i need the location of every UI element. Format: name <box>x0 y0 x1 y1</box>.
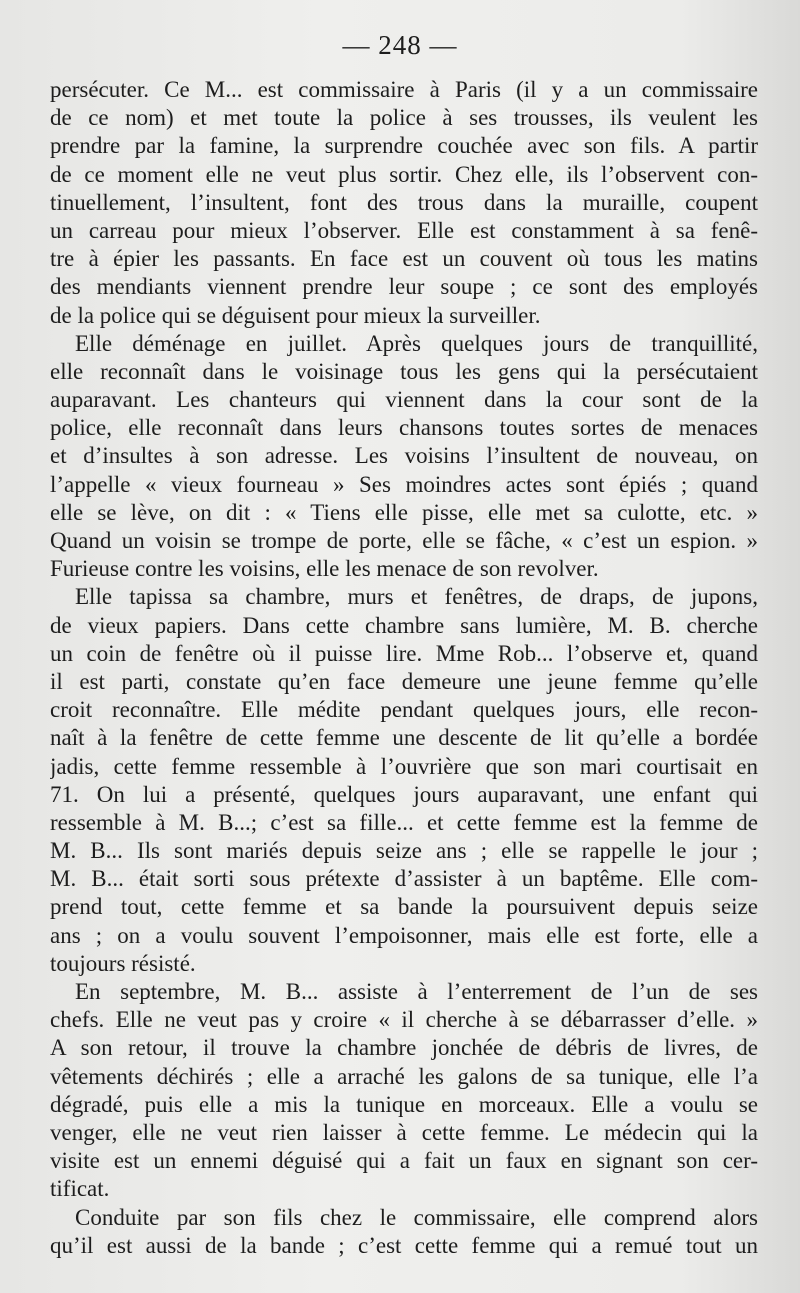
text-line: tre à épier les passants. En face est un couvent où tous les matins <box>50 246 758 272</box>
text-line: naît à la fenêtre de cette femme une descente de lit qu’elle a bordée <box>50 725 758 751</box>
text-line: des mendiants viennent prendre leur soupe ; ce sont des employés <box>50 274 758 300</box>
text-line: croit reconnaître. Elle médite pendant quelques jours, elle recon- <box>50 697 758 723</box>
text-line: police, elle reconnaît dans leurs chansons toutes sortes de menaces <box>50 415 758 441</box>
text-line: toujours résisté. <box>50 950 196 976</box>
text-line: un coin de fenêtre où il puisse lire. Mme Rob... l’observe et, quand <box>50 640 758 666</box>
text-line: venger, elle ne veut rien laisser à cette femme. Le médecin qui la <box>50 1119 758 1145</box>
page-number: — 248 — <box>342 30 458 60</box>
text-line: A son retour, il trouve la chambre jonchée de débris de livres, de <box>50 1035 758 1061</box>
text-line: et d’insultes à son adresse. Les voisins l’insultent de nouveau, on <box>50 443 758 469</box>
text-line: un carreau pour mieux l’observer. Elle est constamment à sa fenê- <box>50 217 758 243</box>
text-line: visite est un ennemi déguisé qui a fait un faux en signant son cer- <box>50 1148 758 1174</box>
text-line: Conduite par son fils chez le commissaire, elle comprend alors <box>75 1204 758 1230</box>
text-line: prendre par la famine, la surprendre couchée avec son fils. A partir <box>50 133 758 159</box>
text-line: tinuellement, l’insultent, font des trous dans la muraille, coupent <box>50 189 758 215</box>
text-line: chefs. Elle ne veut pas y croire « il cherche à se débarrasser d’elle. » <box>50 1007 758 1033</box>
text-line: Furieuse contre les voisins, elle les menace de son revolver. <box>50 556 599 582</box>
text-line: de la police qui se déguisent pour mieux la surveiller. <box>50 302 541 328</box>
text-line: de ce moment elle ne veut plus sortir. Chez elle, ils l’observent con- <box>50 161 758 187</box>
text-line: auparavant. Les chanteurs qui viennent dans la cour sont de la <box>50 387 758 413</box>
text-line: dégradé, puis elle a mis la tunique en morceaux. Elle a voulu se <box>50 1091 758 1117</box>
text-line: 71. On lui a présenté, quelques jours auparavant, une enfant qui <box>50 781 758 807</box>
text-line: Quand un voisin se trompe de porte, elle se fâche, « c’est un espion. » <box>50 528 758 553</box>
text-line: de ce nom) et met toute la police à ses trousses, ils veulent les <box>50 105 758 131</box>
text-line: elle reconnaît dans le voisinage tous les gens qui la persécutaient <box>50 358 758 384</box>
text-line: ans ; on a voulu souvent l’empoisonner, mais elle est forte, elle a <box>50 922 758 948</box>
text-line: ressemble à M. B...; c’est sa fille... et cette femme est la femme de <box>50 809 758 835</box>
text-line: qu’il est aussi de la bande ; c’est cette femme qui a remué tout un <box>50 1232 758 1258</box>
text-line: tificat. <box>50 1176 110 1202</box>
text-line: M. B... Ils sont mariés depuis seize ans ; elle se rappelle le jour ; <box>50 838 758 864</box>
text-line: Elle tapissa sa chambre, murs et fenêtres, de draps, de jupons, <box>75 584 758 610</box>
text-line: En septembre, M. B... assiste à l’enterrement de l’un de ses <box>75 979 758 1004</box>
text-line: il est parti, constate qu’en face demeure une jeune femme qu’elle <box>50 668 758 694</box>
body-text <box>50 76 758 1260</box>
text-line: Elle déménage en juillet. Après quelques jours de tranquillité, <box>75 330 758 356</box>
text-line: jadis, cette femme ressemble à l’ouvrière que son mari courtisait en <box>50 753 758 779</box>
text-line: prend tout, cette femme et sa bande la poursuivent depuis seize <box>50 894 758 920</box>
text-line: persécuter. Ce M... est commissaire à Paris (il y a un commissaire <box>50 77 758 102</box>
text-line: de vieux papiers. Dans cette chambre sans lumière, M. B. cherche <box>50 612 758 638</box>
text-line: vêtements déchirés ; elle a arraché les galons de sa tunique, elle l’a <box>50 1063 758 1089</box>
text-line: M. B... était sorti sous prétexte d’assister à un baptême. Elle com- <box>50 866 758 892</box>
text-line: elle se lève, on dit : « Tiens elle pisse, elle met sa culotte, etc. » <box>50 499 758 525</box>
text-line: l’appelle « vieux fourneau » Ses moindres actes sont épiés ; quand <box>50 471 758 497</box>
